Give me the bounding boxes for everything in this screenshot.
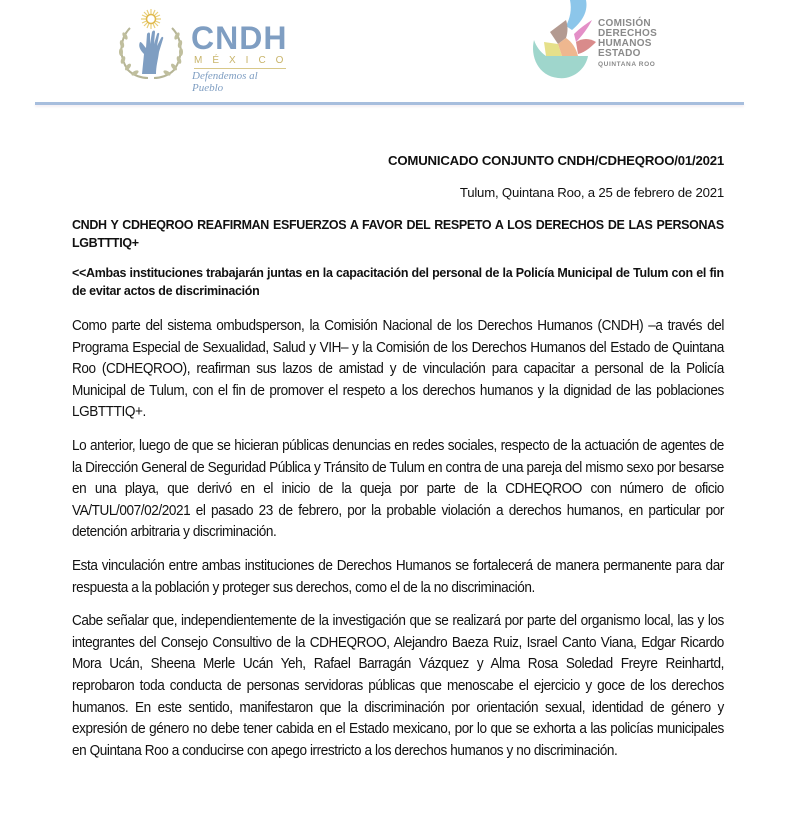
letterhead bbox=[0, 0, 797, 110]
press-release-body bbox=[72, 152, 724, 762]
cdheqroo-line-estado: ESTADO bbox=[598, 48, 641, 59]
comunicado-reference: COMUNICADO CONJUNTO CNDH/CDHEQROO/01/2021 bbox=[388, 153, 724, 168]
cndh-emblem-icon bbox=[116, 6, 186, 84]
body-paragraph: Lo anterior, luego de que se hicieran públicas denuncias en redes sociales, respecto de la actuación de agentes de la Dirección General de Seguridad Pública y Tránsito de Tulum en contra de una pareja del mismo sexo por besarse en una playa, que derivó en el inicio de la queja por parte de la CDHEQROO con número de oficio VA/TUL/007/02/2021 el pasado 23 de febrero, por la probable violación a derechos humanos, en particular por detención arbitraria y discriminación. bbox=[72, 437, 724, 541]
header-divider bbox=[35, 102, 744, 105]
cdheqroo-wordmark bbox=[598, 19, 657, 70]
place-and-date: Tulum, Quintana Roo, a 25 de febrero de 2021 bbox=[459, 185, 724, 200]
body-paragraph: Esta vinculación entre ambas instituciones de Derechos Humanos se fortalecerá de manera permanente para dar respuesta a la población y proteger sus derechos, como el de la no discriminación. bbox=[72, 557, 724, 596]
cndh-motto: Defendemos al Pueblo bbox=[192, 70, 258, 94]
body-paragraph: Cabe señalar que, independientemente de la investigación que se realizará por parte del organismo local, las y los integrantes del Consejo Consultivo de la CDHEQROO, Alejandro Baeza Ruiz, Israel Canto Viana, Edgar Ricardo Mora Ucán, Sheena Merle Ucán Yeh, Rafael Barragán Vázquez y Alma Rosa Soledad Freyre Reinhartd, reprobaron toda conducta de personas servidoras públicas que menoscabe el ejercicio y goce de los derechos humanos. En este sentido, manifestaron que la discriminación por orientación sexual, identidad de género y expresión de género no debe tener cabida en el Estado mexicano, por lo que se exhorta a las policías municipales en Quintana Roo a conducirse con apego irrestricto a los derechos humanos y no discriminación. bbox=[72, 613, 724, 759]
headline: CNDH Y CDHEQROO REAFIRMAN ESFUERZOS A FAVOR DEL RESPETO A LOS DERECHOS DE LAS PERSONAS LGBTTTIQ+ bbox=[72, 217, 724, 250]
cdheqroo-line-derechos: DERECHOS bbox=[598, 28, 658, 39]
cdheqroo-emblem-icon bbox=[528, 0, 598, 82]
cdheqroo-line-comision: COMISIÓN bbox=[598, 18, 651, 29]
cndh-wordmark: CNDH bbox=[191, 20, 288, 56]
cdheqroo-line-quintana-roo: QUINTANA ROO bbox=[598, 61, 656, 68]
cndh-country: MÉXICO bbox=[194, 55, 294, 66]
cdheqroo-logo bbox=[528, 0, 668, 82]
cndh-logo bbox=[116, 6, 294, 94]
subheadline: <<Ambas instituciones trabajarán juntas en la capacitación del personal de la Policía Municipal de Tulum con el fin de evitar actos de discriminación bbox=[72, 265, 724, 298]
body-paragraph: Como parte del sistema ombudsperson, la Comisión Nacional de los Derechos Humanos (CNDH) –a través del Programa Especial de Sexualidad, Salud y VIH– y la Comisión de los Derechos Humanos del Estado de Quintana Roo (CDHEQROO), reafirman sus lazos de amistad y de vinculación para capacitar a personal de la Policía Municipal de Tulum, con el fin de promover el respeto a los derechos humanos y la dignidad de las poblaciones LGBTTTIQ+. bbox=[72, 318, 724, 421]
cdheqroo-line-humanos: HUMANOS bbox=[598, 38, 652, 49]
cndh-logo-rule bbox=[194, 68, 286, 69]
